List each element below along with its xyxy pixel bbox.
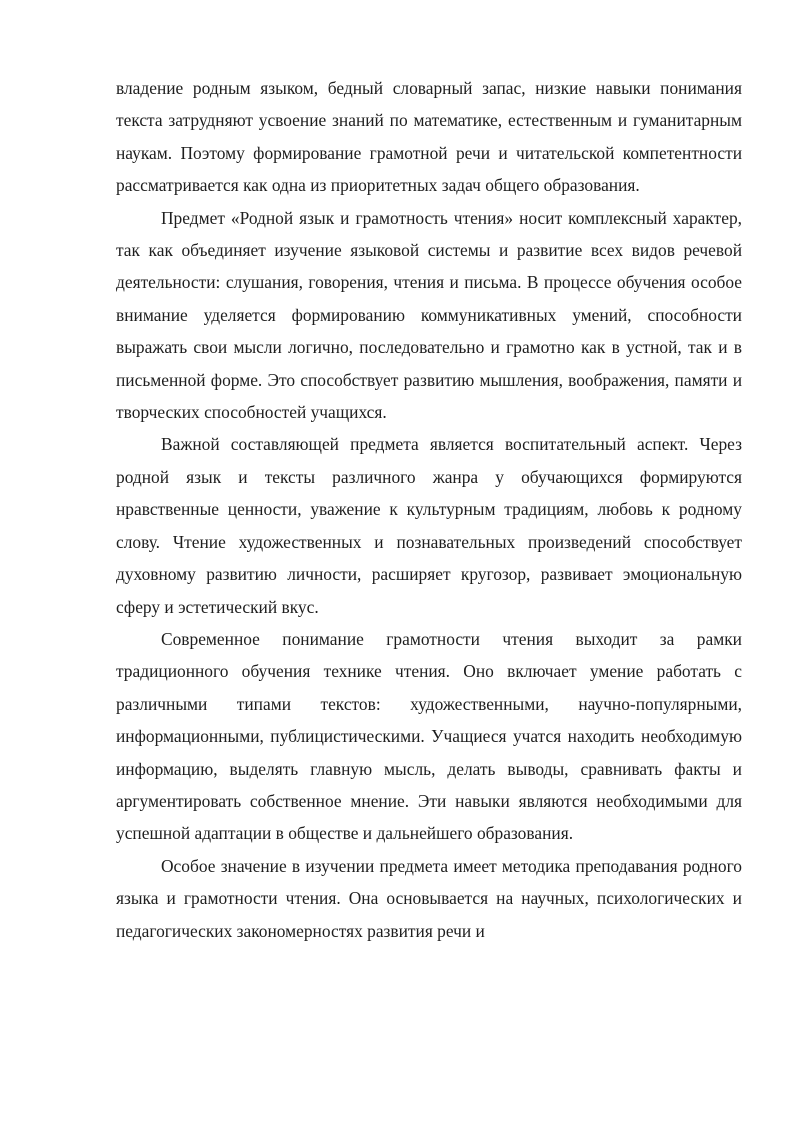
paragraph-methodology: Особое значение в изучении предмета имеет методика преподавания родного языка и грамотности чтения. Она основывается на научных, психологических и педагогических закономерностях развития речи и: [116, 855, 742, 941]
paragraph-continued: владение родным языком, бедный словарный запас, низкие навыки понимания текста затрудняют усвоение знаний по математике, естественным и гуманитарным наукам. Поэтому формирование грамотной речи и читательской компетентности рассматривается как одна из приоритетных задач общего образования.: [116, 78, 742, 196]
paragraph-subject-description: Предмет «Родной язык и грамотность чтения» носит комплексный характер, так как объединяет изучение языковой системы и развитие всех видов речевой деятельности: слушания, говорения, чтения и письма. В процессе обучения особое внимание уделяется формированию коммуникативных умений, способности выражать свои мысли логично, последовательно и грамотно как в устной, так и в письменной форме. Это способствует развитию мышления, воображения, памяти и творческих способностей учащихся.: [116, 207, 742, 423]
paragraph-educational-aspect: Важной составляющей предмета является воспитательный аспект. Через родной язык и тексты различного жанра у обучающихся формируются нравственные ценности, уважение к культурным традициям, любовь к родному слову. Чтение художественных и познавательных произведений способствует духовному развитию личности, расширяет кругозор, развивает эмоциональную сферу и эстетический вкус.: [116, 434, 742, 617]
document-page: [116, 72, 742, 947]
paragraph-reading-literacy: Современное понимание грамотности чтения выходит за рамки традиционного обучения технике чтения. Оно включает умение работать с различными типами текстов: художественными, научно-популярными, информационными, публицистическими. Учащиеся учатся находить необходимую информацию, выделять главную мысль, делать выводы, сравнивать факты и аргументировать собственное мнение. Эти навыки являются необходимыми для успешной адаптации в обществе и дальнейшего образования.: [116, 628, 742, 844]
